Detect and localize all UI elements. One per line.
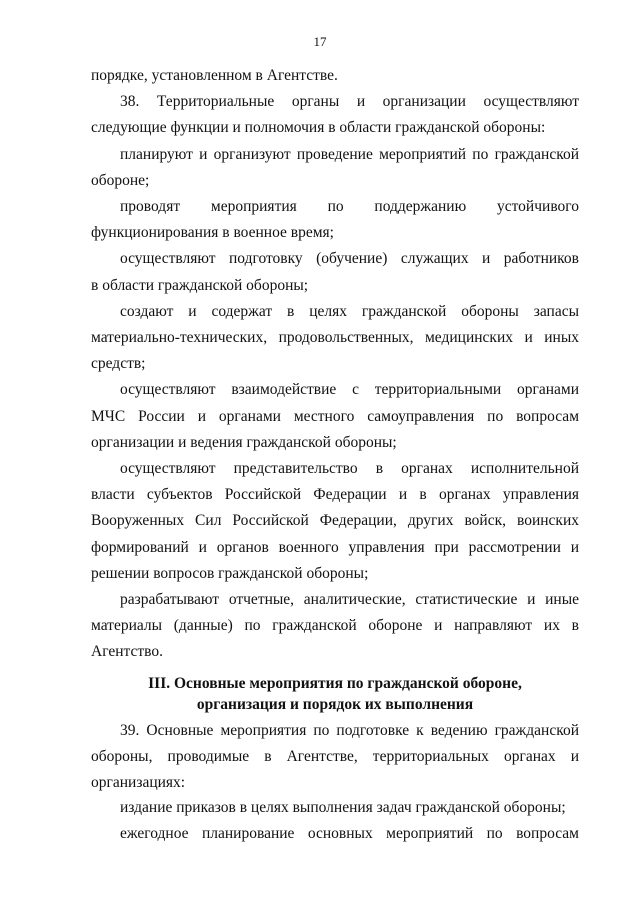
text-line: создают и содержат в целях гражданской обороны запасы [120, 302, 579, 320]
text-line: власти субъектов Российской Федерации и в органах управления [91, 486, 579, 504]
section-heading-line-2: организация и порядок их выполнения [196, 696, 474, 713]
text-line: порядке, установленном в Агентстве. [91, 67, 338, 84]
text-line: осуществляют представительство в органах исполнительной [120, 460, 579, 477]
text-line: средств; [91, 355, 146, 373]
text-line: материально-технических, продовольственных, медицинских и иных [91, 329, 579, 346]
text-line: ежегодное планирование основных мероприятий по вопросам [120, 825, 579, 843]
text-line: функционирования в военное время; [91, 224, 334, 242]
text-line: Агентство. [91, 643, 163, 661]
text-line: следующие функции и полномочия в области гражданской обороны: [91, 119, 546, 137]
text-line: организации и ведения гражданской обороны; [91, 433, 397, 451]
page-number: 17 [313, 34, 327, 49]
text-line: в области гражданской обороны; [91, 276, 309, 294]
text-line: осуществляют взаимодействие с территориальными органами [120, 381, 579, 399]
text-line: издание приказов в целях выполнения задач гражданской обороны; [120, 799, 566, 817]
section-heading-line-1: III. Основные мероприятия по гражданской обороне, [148, 675, 522, 692]
text-line: обороне; [91, 171, 150, 189]
text-line: проводят мероприятия по поддержанию устойчивого [120, 198, 579, 215]
text-line: решении вопросов гражданской обороны; [91, 564, 369, 582]
text-line: осуществляют подготовку (обучение) служащих и работников [120, 250, 579, 268]
text-line: 39. Основные мероприятия по подготовке к ведению гражданской [120, 722, 579, 739]
text-line: МЧС России и органами местного самоуправления по вопросам [91, 407, 579, 425]
text-line: Вооруженных Сил Российской Федерации, других войск, воинских [91, 512, 579, 530]
text-line: материалы (данные) по гражданской обороне и направляют их в [91, 617, 579, 635]
text-line: организациях: [91, 773, 186, 791]
section-heading [91, 673, 579, 715]
text-line: планируют и организуют проведение мероприятий по гражданской [120, 145, 579, 163]
text-line: разрабатывают отчетные, аналитические, статистические и иные [120, 591, 579, 608]
text-line: обороны, проводимые в Агентстве, территориальных органах и [91, 747, 579, 765]
text-line: формирований и органов военного управления при рассмотрении и [91, 538, 579, 556]
text-line: 38. Территориальные органы и организации осуществляют [120, 93, 579, 111]
